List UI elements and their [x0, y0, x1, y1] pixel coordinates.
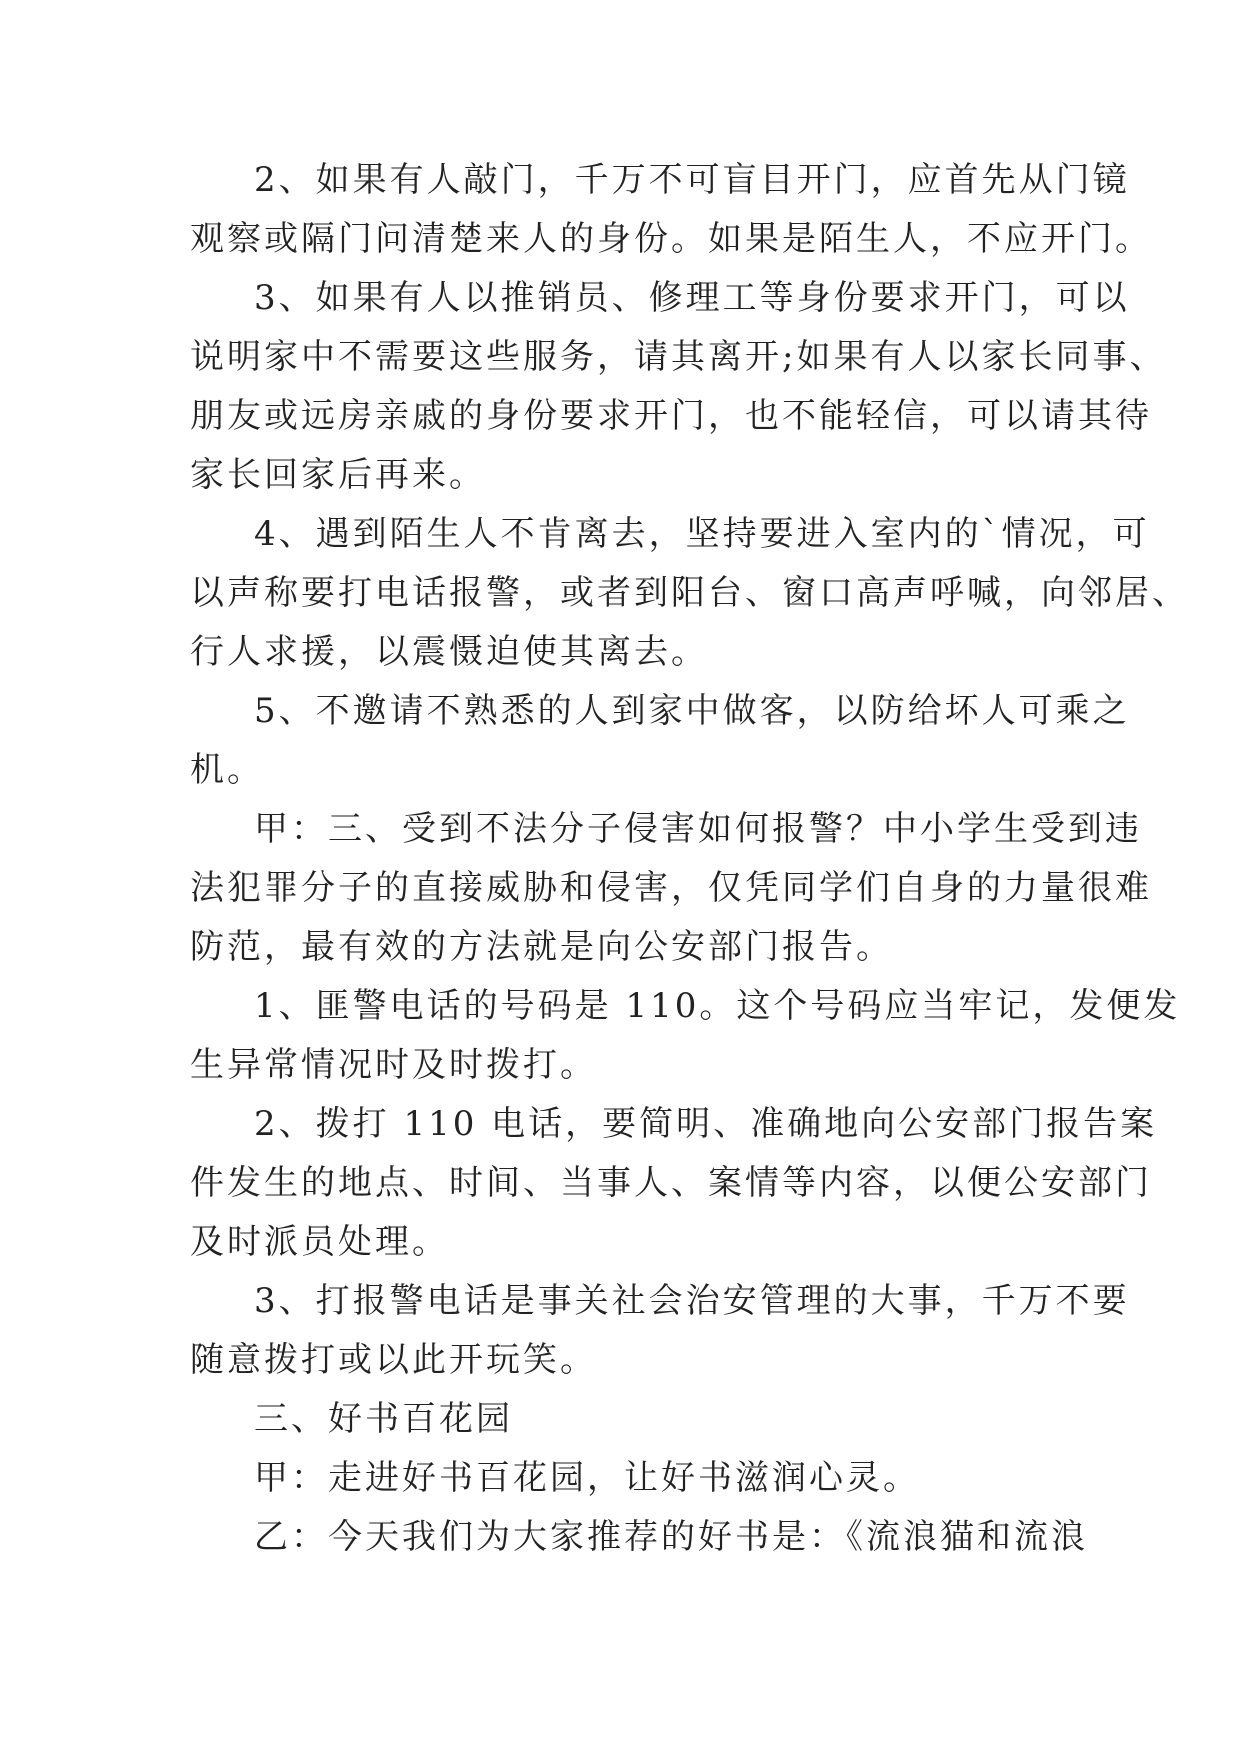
- paragraph-line: 3、如果有人以推销员、修理工等身份要求开门，可以: [254, 278, 1130, 318]
- paragraph-line: 件发生的地点、时间、当事人、案情等内容，以便公安部门: [190, 1163, 1152, 1203]
- paragraph-line: 防范，最有效的方法就是向公安部门报告。: [190, 927, 893, 967]
- paragraph-line: 2、如果有人敲门，千万不可盲目开门，应首先从门镜: [254, 160, 1130, 200]
- paragraph-line: 朋友或远房亲戚的身份要求开门，也不能轻信，可以请其待: [190, 396, 1152, 436]
- paragraph-line: 乙：今天我们为大家推荐的好书是：《流浪猫和流浪: [254, 1517, 1088, 1557]
- paragraph-line: 行人求援，以震慑迫使其离去。: [190, 632, 708, 672]
- paragraph-line: 及时派员处理。: [190, 1222, 449, 1262]
- paragraph-line: 家长回家后再来。: [190, 455, 486, 495]
- paragraph-line: 1、匪警电话的号码是 110。这个号码应当牢记，发便发: [254, 986, 1181, 1026]
- paragraph-line: 甲：三、受到不法分子侵害如何报警？中小学生受到违: [254, 809, 1142, 849]
- paragraph-line: 说明家中不需要这些服务，请其离开;如果有人以家长同事、: [190, 337, 1167, 377]
- paragraph-line: 3、打报警电话是事关社会治安管理的大事，千万不要: [254, 1281, 1130, 1321]
- paragraph-line: 机。: [190, 750, 264, 790]
- paragraph-line: 甲：走进好书百花园，让好书滋润心灵。: [254, 1458, 920, 1498]
- section-heading: 三、好书百花园: [254, 1399, 513, 1439]
- paragraph-line: 5、不邀请不熟悉的人到家中做客，以防给坏人可乘之: [254, 691, 1130, 731]
- paragraph-line: 以声称要打电话报警，或者到阳台、窗口高声呼喊，向邻居、: [190, 573, 1189, 613]
- paragraph-line: 生异常情况时及时拨打。: [190, 1045, 597, 1085]
- paragraph-line: 2、拨打 110 电话，要简明、准确地向公安部门报告案: [254, 1104, 1158, 1144]
- paragraph-line: 4、遇到陌生人不肯离去，坚持要进入室内的`情况，可: [254, 514, 1150, 554]
- paragraph-line: 随意拨打或以此开玩笑。: [190, 1340, 597, 1380]
- paragraph-line: 法犯罪分子的直接威胁和侵害，仅凭同学们自身的力量很难: [190, 868, 1152, 908]
- paragraph-line: 观察或隔门问清楚来人的身份。如果是陌生人，不应开门。: [190, 219, 1152, 259]
